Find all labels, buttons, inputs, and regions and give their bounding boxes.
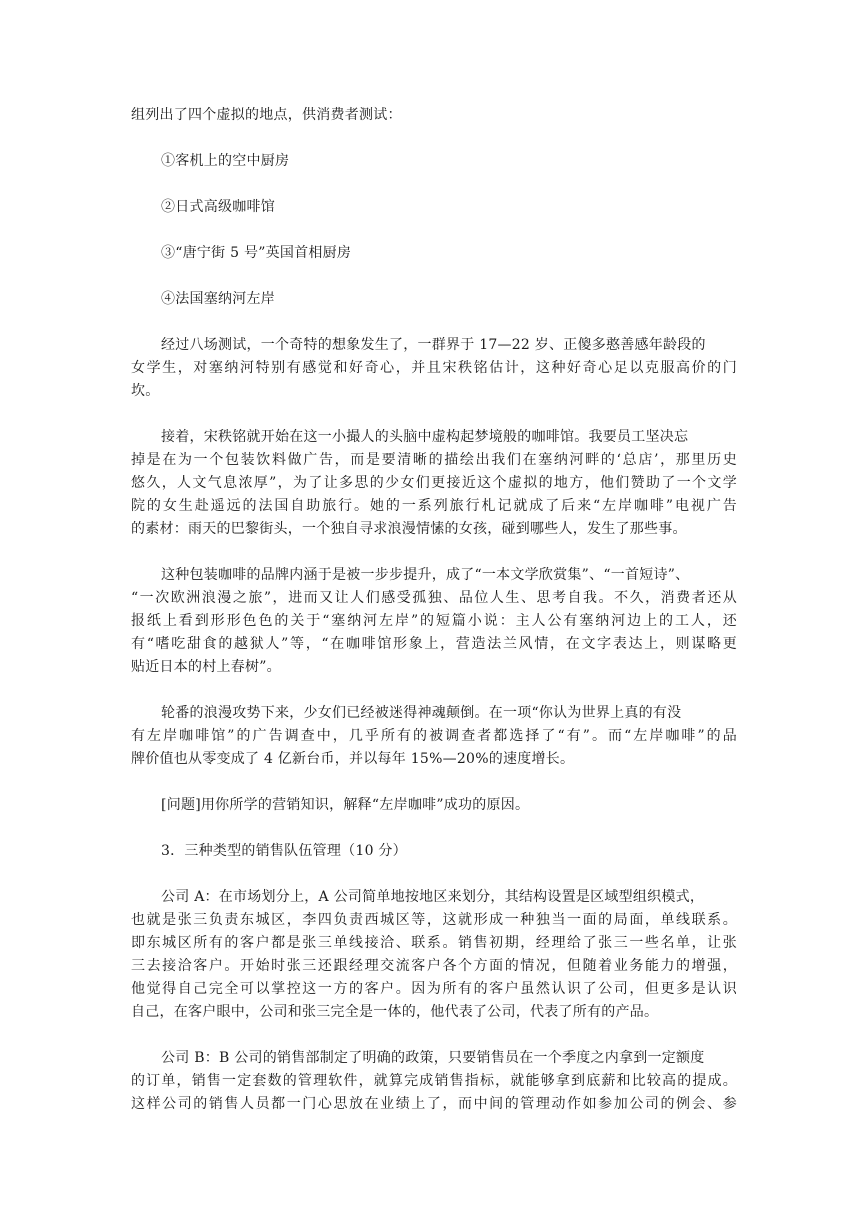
paragraph-brand-line-4: 有“嗜吃甜食的越狱人”等，“在咖啡馆形象上，营造法兰风情，在文字表达上，则谋略更 <box>131 636 737 652</box>
paragraph-test-line-2: 女学生，对塞纳河特别有感觉和好奇心，并且宋秩铭估计，这种好奇心足以克服高价的门 <box>131 360 737 376</box>
paragraph-test-line-1: 经过八场测试，一个奇特的想象发生了，一群界于 17—22 岁、正傻多憨善感年龄段的 <box>161 337 706 353</box>
paragraph-build-line-5: 的素材：雨天的巴黎街头，一个独自寻求浪漫情愫的女孩，碰到哪些人，发生了那些事。 <box>131 521 687 537</box>
location-item-1: ①客机上的空中厨房 <box>161 153 290 169</box>
company-a-line-2: 也就是张三负责东城区，李四负责西城区等，这就形成一种独当一面的局面，单线联系。 <box>131 912 737 928</box>
paragraph-brand-line-5: 贴近日本的村上春树”。 <box>131 659 281 675</box>
company-b-line-2: 的订单，销售一定套数的管理软件，就算完成销售指标，就能够拿到底薪和比较高的提成。 <box>131 1073 737 1089</box>
paragraph-brand-line-2: “一次欧洲浪漫之旅”，进而又让人们感受孤独、品位人生、思考自我。不久，消费者还从 <box>131 590 737 606</box>
paragraph-result-line-1: 轮番的浪漫攻势下来，少女们已经被迷得神魂颠倒。在一项“你认为世界上真的有没 <box>161 705 682 721</box>
paragraph-result-line-2: 有左岸咖啡馆”的广告调查中，几乎所有的被调查者都选择了“有”。而“左岸咖啡”的品 <box>131 728 737 744</box>
paragraph-build-line-4: 院的女生赴遥远的法国自助旅行。她的一系列旅行札记就成了后来“左岸咖啡”电视广告 <box>131 498 737 514</box>
company-a-line-3: 即东城区所有的客户都是张三单线接洽、联系。销售初期，经理给了张三一些名单，让张 <box>131 935 737 951</box>
paragraph-brand-line-1: 这种包装咖啡的品牌内涵于是被一步步提升，成了“一本文学欣赏集”、“一首短诗”、 <box>161 567 690 583</box>
company-b-line-1: 公司 B：B 公司的销售部制定了明确的政策，只要销售员在一个季度之内拿到一定额度 <box>161 1050 705 1066</box>
location-item-2: ②日式高级咖啡馆 <box>161 199 275 215</box>
location-item-3: ③“唐宁街 5 号”英国首相厨房 <box>161 245 352 261</box>
paragraph-test-line-3: 坎。 <box>131 383 160 399</box>
section-heading: 3．三种类型的销售队伍管理（10 分） <box>161 843 407 859</box>
paragraph-result-line-3: 牌价值也从零变成了 4 亿新台币，并以每年 15%—20%的速度增长。 <box>131 751 575 767</box>
paragraph-brand-line-3: 报纸上看到形形色色的关于“塞纳河左岸”的短篇小说：主人公有塞纳河边上的工人，还 <box>131 613 737 629</box>
intro-line: 组列出了四个虚拟的地点，供消费者测试： <box>131 107 402 123</box>
company-a-line-6: 自己，在客户眼中，公司和张三完全是一体的，他代表了公司，代表了所有的产品。 <box>131 1004 659 1020</box>
paragraph-build-line-2: 掉是在为一个包装饮料做广告，而是要清晰的描绘出我们在塞纳河畔的‘总店’，那里历史 <box>131 452 737 468</box>
location-item-4: ④法国塞纳河左岸 <box>161 291 275 307</box>
paragraph-build-line-3: 悠久，人文气息浓厚”，为了让多思的少女们更接近这个虚拟的地方，他们赞助了一个文学 <box>131 475 737 491</box>
company-b-line-3: 这样公司的销售人员都一门心思放在业绩上了，而中间的管理动作如参加公司的例会、参 <box>131 1096 737 1112</box>
paragraph-build-line-1: 接着，宋秩铭就开始在这一小撮人的头脑中虚构起梦境般的咖啡馆。我要员工坚决忘 <box>161 429 689 445</box>
question-line: [问题]用你所学的营销知识，解释“左岸咖啡”成功的原因。 <box>161 797 530 813</box>
company-a-line-4: 三去接洽客户。开始时张三还跟经理交流客户各个方面的情况，但随着业务能力的增强， <box>131 958 737 974</box>
company-a-line-1: 公司 A：在市场划分上，A 公司简单地按地区来划分，其结构设置是区域型组织模式， <box>161 889 705 905</box>
company-a-line-5: 他觉得自己完全可以掌控这一方的客户。因为所有的客户虽然认识了公司，但更多是认识 <box>131 981 737 997</box>
